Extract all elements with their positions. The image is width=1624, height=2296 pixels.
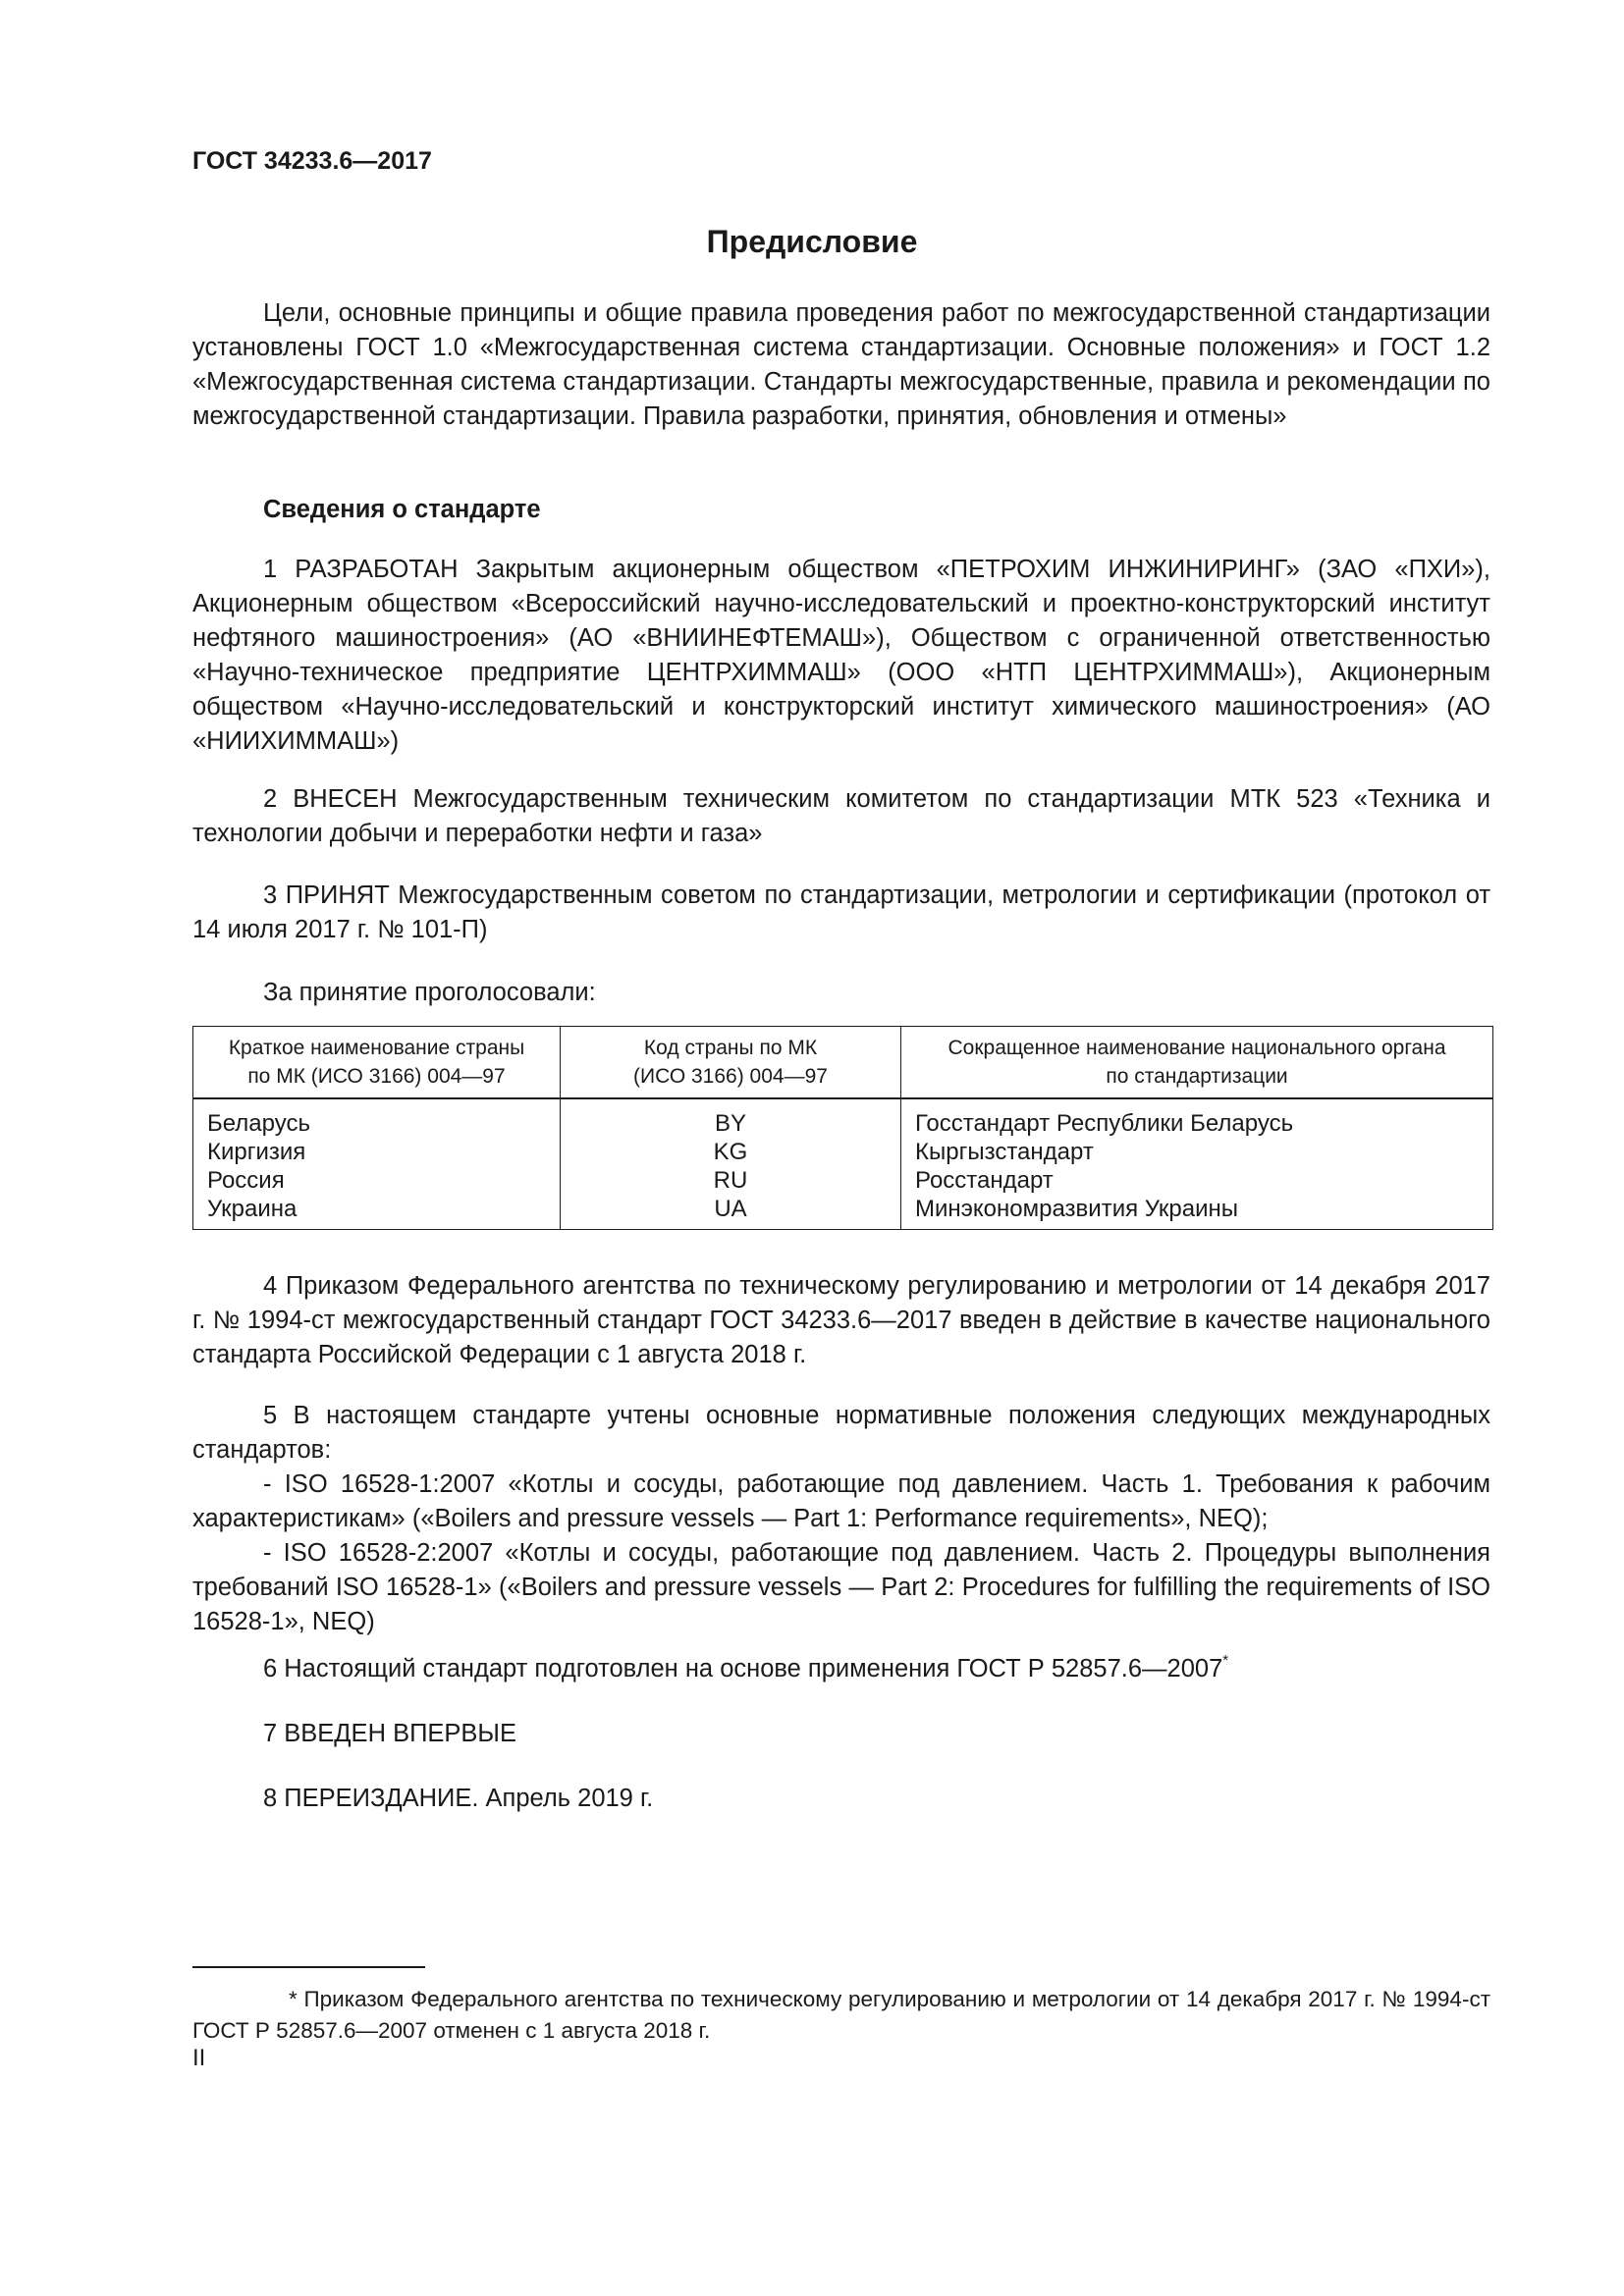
code-cell: BY (714, 1110, 746, 1137)
footnote-divider (192, 1966, 425, 1968)
footnote-text: * Приказом Федерального агентства по техническому регулированию и метрологии от 14 декабря 2017 г. № 1994-ст ГОСТ Р 52857.6—2007 отменен с 1 августа 2018 г. (192, 1987, 1490, 2043)
item-5 (192, 1399, 1490, 1639)
country-cell: Беларусь (207, 1110, 310, 1137)
table-header-row (193, 1027, 1493, 1099)
header-code: Код страны по МК (ИСО 3166) 004—97 (561, 1027, 901, 1099)
code-cell: UA (714, 1196, 747, 1222)
national-body-cell: Госстандарт Республики Беларусь (915, 1110, 1294, 1137)
votes-label-block (192, 976, 1490, 1010)
item-8-text: 8 ПЕРЕИЗДАНИЕ. Апрель 2019 г. (263, 1785, 654, 1812)
item-5-standard-1: - ISO 16528-1:2007 «Котлы и сосуды, работающие под давлением. Часть 1. Требования к рабочим характеристикам» («Boilers and pressure vessels — Part 1: Performance requirements», NEQ); (192, 1470, 1490, 1532)
country-column (193, 1098, 561, 1230)
item-5-text: 5 В настоящем стандарте учтены основные нормативные положения следующих международных стандартов: (192, 1402, 1490, 1464)
footnote-block (192, 1984, 1490, 2047)
document-code-header: ГОСТ 34233.6—2017 (192, 147, 432, 175)
code-column (561, 1098, 901, 1230)
item-3 (192, 879, 1490, 947)
intro-paragraph (192, 296, 1490, 434)
table-body-row (193, 1098, 1493, 1230)
national-body-cell: Кыргызстандарт (915, 1139, 1094, 1165)
item-1-text: 1 РАЗРАБОТАН Закрытым акционерным обществом «ПЕТРОХИМ ИНЖИНИРИНГ» (ЗАО «ПХИ»), Акционерным обществом «Всероссийский научно-исследовательский и проектно-конструкторский институт нефтяного машиностроения» (АО «ВНИИНЕФТЕМАШ»), Обществом с ограниченной ответственностью «Научно-техническое предприятие ЦЕНТРХИММАШ» (ООО «НТП ЦЕНТРХИММАШ»), Акционерным обществом «Научно-исследовательский и конструкторский институт химического машиностроения» (АО «НИИХИММАШ») (192, 556, 1490, 755)
intro-text: Цели, основные принципы и общие правила проведения работ по межгосударственной стандартизации установлены ГОСТ 1.0 «Межгосударственная система стандартизации. Основные положения» и ГОСТ 1.2 «Межгосударственная система стандартизации. Стандарты межгосударственные, правила и рекомендации по межгосударственной стандартизации. Правила разработки, принятия, обновления и отмены» (192, 299, 1490, 430)
item-7 (192, 1717, 1490, 1751)
votes-label: За принятие проголосовали: (263, 979, 596, 1006)
item-3-text: 3 ПРИНЯТ Межгосударственным советом по стандартизации, метрологии и сертификации (протокол от 14 июля 2017 г. № 101-П) (192, 881, 1490, 943)
item-4-text: 4 Приказом Федерального агентства по техническому регулированию и метрологии от 14 декабря 2017 г. № 1994-ст межгосударственный стандарт ГОСТ 34233.6—2017 введен в действие в качестве национального стандарта Российской Федерации с 1 августа 2018 г. (192, 1272, 1490, 1368)
section-heading-block (192, 493, 1490, 527)
country-cell: Киргизия (207, 1139, 306, 1165)
header-national-body: Сокращенное наименование национального органа по стандартизации (901, 1027, 1493, 1099)
item-6 (192, 1652, 1490, 1686)
header-country: Краткое наименование страны по МК (ИСО 3166) 004—97 (193, 1027, 561, 1099)
item-2-text: 2 ВНЕСЕН Межгосударственным техническим комитетом по стандартизации МТК 523 «Техника и технологии добычи и переработки нефти и газа» (192, 785, 1490, 847)
section-heading: Сведения о стандарте (263, 496, 541, 523)
item-4 (192, 1269, 1490, 1372)
national-body-column (901, 1098, 1493, 1230)
item-7-text: 7 ВВЕДЕН ВПЕРВЫЕ (263, 1720, 517, 1747)
code-cell: KG (713, 1139, 748, 1165)
item-6-text: 6 Настоящий стандарт подготовлен на основе применения ГОСТ Р 52857.6—2007 (263, 1655, 1223, 1682)
item-5-standard-2: - ISO 16528-2:2007 «Котлы и сосуды, работающие под давлением. Часть 2. Процедуры выполнения требований ISO 16528-1» («Boilers and pressure vessels — Part 2: Procedures for fulfilling the requirements of ISO 16528-1», NEQ) (192, 1539, 1490, 1635)
code-cell: RU (713, 1167, 748, 1194)
footnote-marker: * (1222, 1652, 1229, 1669)
page-title: Предисловие (706, 224, 918, 259)
item-1 (192, 553, 1490, 759)
item-2 (192, 782, 1490, 851)
page-number: II (192, 2045, 206, 2071)
country-cell: Россия (207, 1167, 285, 1194)
country-cell: Украина (207, 1196, 298, 1222)
national-body-cell: Минэкономразвития Украины (915, 1196, 1239, 1222)
votes-table (192, 1026, 1493, 1230)
item-8 (192, 1782, 1490, 1816)
national-body-cell: Росстандарт (915, 1167, 1054, 1194)
